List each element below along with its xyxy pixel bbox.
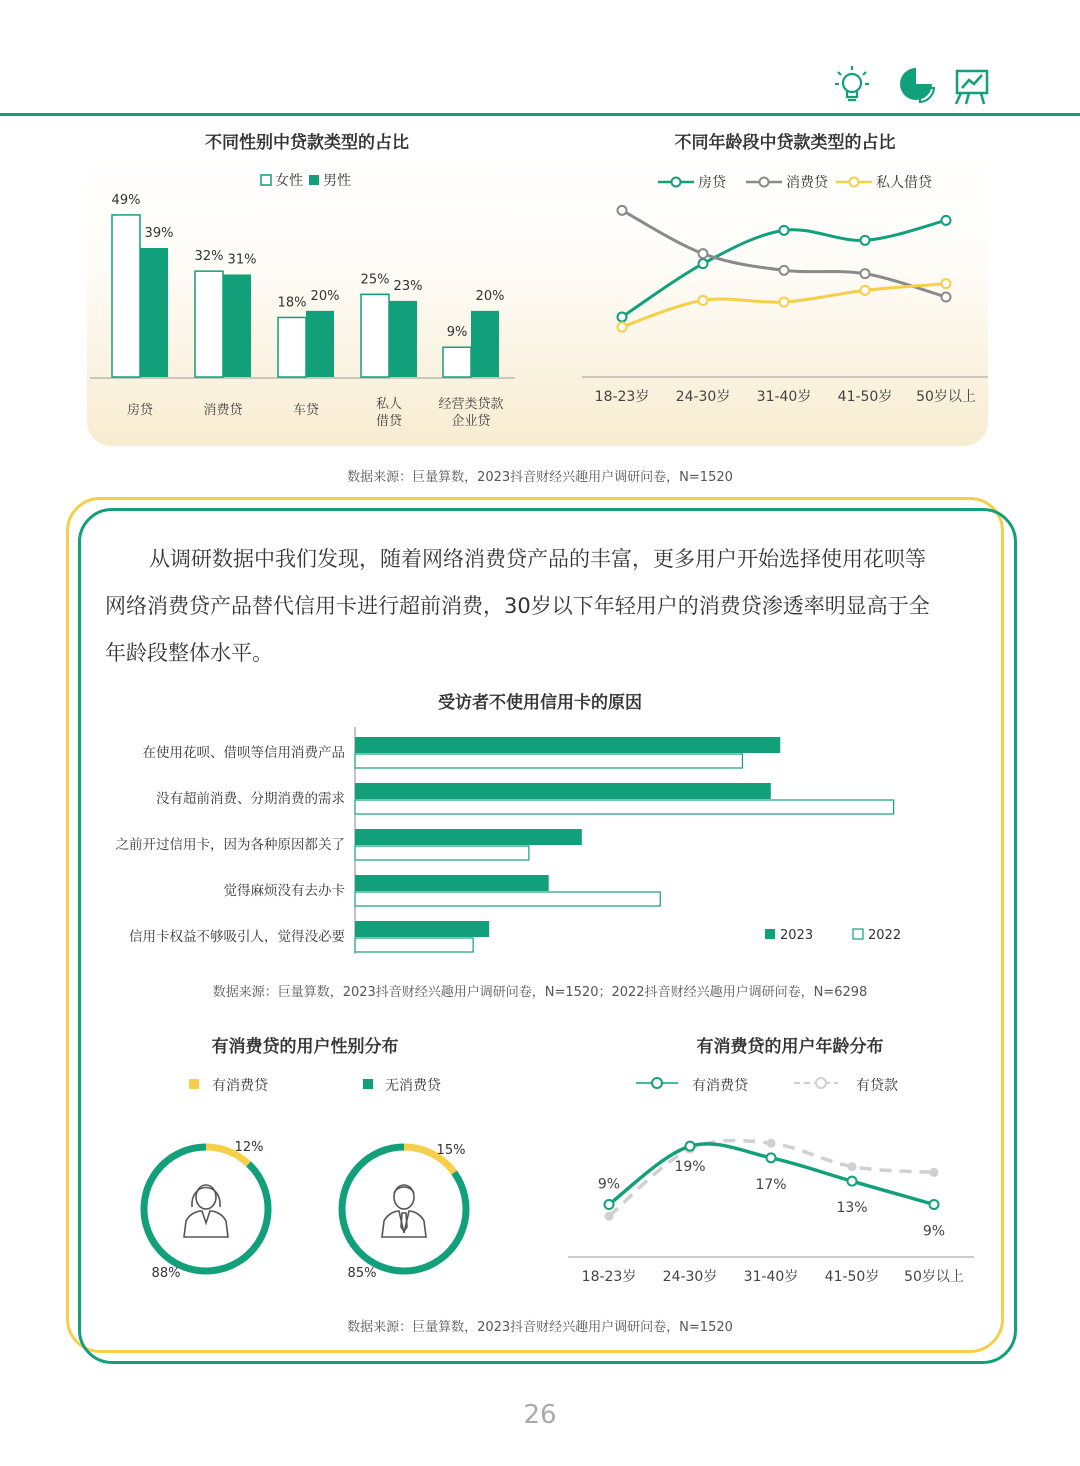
legend-label-2022: 2022 (868, 928, 902, 943)
legend-label-male: 男性 (323, 173, 351, 189)
category-label: 50岁以上 (916, 389, 976, 405)
series-point (618, 313, 627, 322)
bar-2023 (355, 737, 780, 753)
category-label: 信用卡权益不够吸引人，觉得没必要 (129, 929, 345, 945)
bar-label-female: 32% (194, 249, 224, 265)
series-point (861, 286, 870, 295)
category-label: 房贷 (126, 403, 154, 418)
bar-2022 (355, 892, 660, 906)
bar-2022 (355, 846, 529, 860)
chart5-title: 有消费贷的用户年龄分布 (696, 1037, 884, 1057)
data-label: 9% (597, 1176, 621, 1193)
bar-label-female: 18% (277, 295, 307, 311)
bar-male (389, 301, 417, 377)
category-label: 企业贷 (451, 414, 491, 429)
legend-label-2023: 2023 (780, 928, 814, 943)
bar-female (112, 215, 140, 377)
series-point (618, 323, 627, 332)
donut-label-no-loan: 88% (151, 1266, 181, 1281)
series-point (699, 259, 708, 268)
chart1-title: 不同性别中贷款类型的占比 (205, 133, 409, 153)
donut-label-has-loan: 15% (436, 1143, 466, 1158)
series-point-has-loan (930, 1168, 939, 1177)
category-label: 没有超前消费、分期消费的需求 (156, 791, 345, 807)
male-tie (401, 1213, 407, 1231)
female-head (196, 1185, 216, 1209)
series-point (780, 298, 789, 307)
series-point-has-consumer-loan (767, 1153, 776, 1162)
category-label: 18-23岁 (594, 389, 650, 405)
chart1-bar-chart (87, 160, 527, 440)
female-body (184, 1211, 228, 1237)
series-point (861, 236, 870, 245)
bar-male (306, 311, 334, 377)
legend-swatch-has-loan (189, 1079, 199, 1089)
category-label: 24-30岁 (675, 389, 731, 405)
series-point-has-loan (848, 1162, 857, 1171)
chart4-donut-charts (110, 1065, 530, 1295)
series-point (780, 226, 789, 235)
bar-female (361, 294, 389, 377)
male-body (382, 1211, 426, 1237)
category-label: 之前开过信用卡，因为各种原因都关了 (115, 837, 345, 853)
legend-label-has-consumer-loan: 有消费贷 (692, 1078, 748, 1094)
chart2-title: 不同年龄段中贷款类型的占比 (674, 133, 896, 153)
bar-label-male: 31% (227, 252, 257, 268)
legend-label: 房贷 (698, 175, 726, 191)
bar-female (443, 347, 471, 377)
bar-male (223, 274, 251, 377)
chart4-title: 有消费贷的用户性别分布 (211, 1037, 399, 1057)
legend-swatch-female (261, 175, 271, 185)
bar-2022 (355, 938, 473, 952)
data-label: 13% (836, 1200, 868, 1217)
category-label: 在使用花呗、借呗等信用消费产品 (142, 745, 345, 761)
chart2-line-chart (570, 160, 990, 420)
bar-label-male: 23% (393, 278, 423, 294)
bar-female (195, 271, 223, 377)
source-note-3: 数据来源：巨量算数，2023抖音财经兴趣用户调研问卷，N=1520 (347, 1320, 733, 1335)
paragraph-line-3: 年龄段整体水平。 (105, 641, 273, 665)
category-label: 50岁以上 (904, 1269, 964, 1285)
series-point-has-consumer-loan (605, 1200, 614, 1209)
bar-label-male: 20% (310, 288, 340, 304)
category-label: 24-30岁 (662, 1269, 718, 1285)
bar-male (471, 311, 499, 377)
bar-label-female: 9% (446, 325, 468, 341)
header-icons (830, 62, 1000, 112)
series-point (699, 296, 708, 305)
chart3-title: 受访者不使用信用卡的原因 (438, 693, 642, 713)
category-label: 消费贷 (203, 403, 243, 418)
header-rule (0, 113, 1080, 116)
bar-label-female: 49% (111, 192, 141, 208)
data-label: 19% (674, 1159, 706, 1176)
category-label: 觉得麻烦没有去办卡 (223, 883, 345, 899)
male-user-icon (382, 1185, 426, 1237)
legend-label-has-loan: 有消费贷 (212, 1078, 268, 1094)
data-label: 17% (755, 1176, 787, 1193)
bar-label-male: 39% (144, 226, 174, 241)
female-user-icon (184, 1185, 228, 1237)
bar-label-male: 20% (475, 288, 505, 304)
legend-marker (850, 178, 859, 187)
series-point-has-consumer-loan (930, 1200, 939, 1209)
lightbulb-icon (835, 66, 869, 100)
series-point-has-loan (605, 1212, 614, 1221)
legend-swatch-2023 (765, 929, 775, 939)
data-label: 9% (922, 1223, 946, 1240)
bar-female (278, 317, 306, 377)
legend-swatch-male (309, 175, 319, 185)
legend-marker-has-consumer-loan (652, 1078, 662, 1088)
bar-2023 (355, 829, 582, 845)
series-point (942, 293, 951, 302)
presentation-icon (956, 71, 987, 104)
series-point (780, 266, 789, 275)
bar-2023 (355, 921, 489, 937)
legend-swatch-2022 (853, 929, 863, 939)
bar-2022 (355, 754, 742, 768)
legend-swatch-no-loan (363, 1079, 373, 1089)
legend-label: 私人借贷 (876, 175, 932, 191)
category-label: 31-40岁 (743, 1269, 799, 1285)
paragraph-line-1: 从调研数据中我们发现，随着网络消费贷产品的丰富，更多用户开始选择使用花呗等 (149, 547, 926, 571)
category-label: 车贷 (292, 403, 320, 418)
category-label: 41-50岁 (837, 389, 893, 405)
donut-label-has-loan: 12% (234, 1140, 264, 1155)
series-point-has-consumer-loan (848, 1177, 857, 1186)
paragraph-line-2: 网络消费贷产品替代信用卡进行超前消费，30岁以下年轻用户的消费贷渗透率明显高于全 (105, 594, 930, 618)
source-note-1: 数据来源：巨量算数，2023抖音财经兴趣用户调研问卷，N=1520 (347, 470, 733, 485)
legend-marker (760, 178, 769, 187)
series-point (618, 206, 627, 215)
series-point (699, 249, 708, 258)
page-number: 26 (523, 1400, 557, 1430)
series-point-has-consumer-loan (686, 1142, 695, 1151)
legend-label: 消费贷 (786, 175, 828, 191)
category-label: 41-50岁 (824, 1269, 880, 1285)
bar-label-female: 25% (360, 272, 390, 288)
chart3-hbar-chart (90, 722, 950, 962)
pie-chart-icon (900, 68, 934, 102)
legend-label-no-loan: 无消费贷 (385, 1078, 441, 1094)
legend-marker (672, 178, 681, 187)
category-label: 借贷 (375, 414, 403, 429)
summary-paragraph (105, 536, 985, 677)
series-point (942, 279, 951, 288)
source-note-2: 数据来源：巨量算数，2023抖音财经兴趣用户调研问卷，N=1520；2022抖音财经兴趣用户调研问卷，N=6298 (212, 985, 868, 1000)
category-label: 31-40岁 (756, 389, 812, 405)
legend-label-female: 女性 (275, 173, 303, 189)
bar-2023 (355, 783, 771, 799)
series-point-has-loan (767, 1139, 776, 1148)
bar-2023 (355, 875, 549, 891)
category-label: 经营类贷款 (438, 397, 504, 412)
bar-male (140, 248, 168, 377)
donut-label-no-loan: 85% (347, 1266, 377, 1281)
series-point (861, 269, 870, 278)
series-point (942, 216, 951, 225)
category-label: 18-23岁 (581, 1269, 637, 1285)
legend-marker-has-loan (816, 1078, 826, 1088)
chart5-line-chart (560, 1065, 990, 1295)
category-label: 私人 (375, 397, 403, 412)
bar-2022 (355, 800, 894, 814)
legend-label-has-loan: 有贷款 (856, 1078, 898, 1094)
